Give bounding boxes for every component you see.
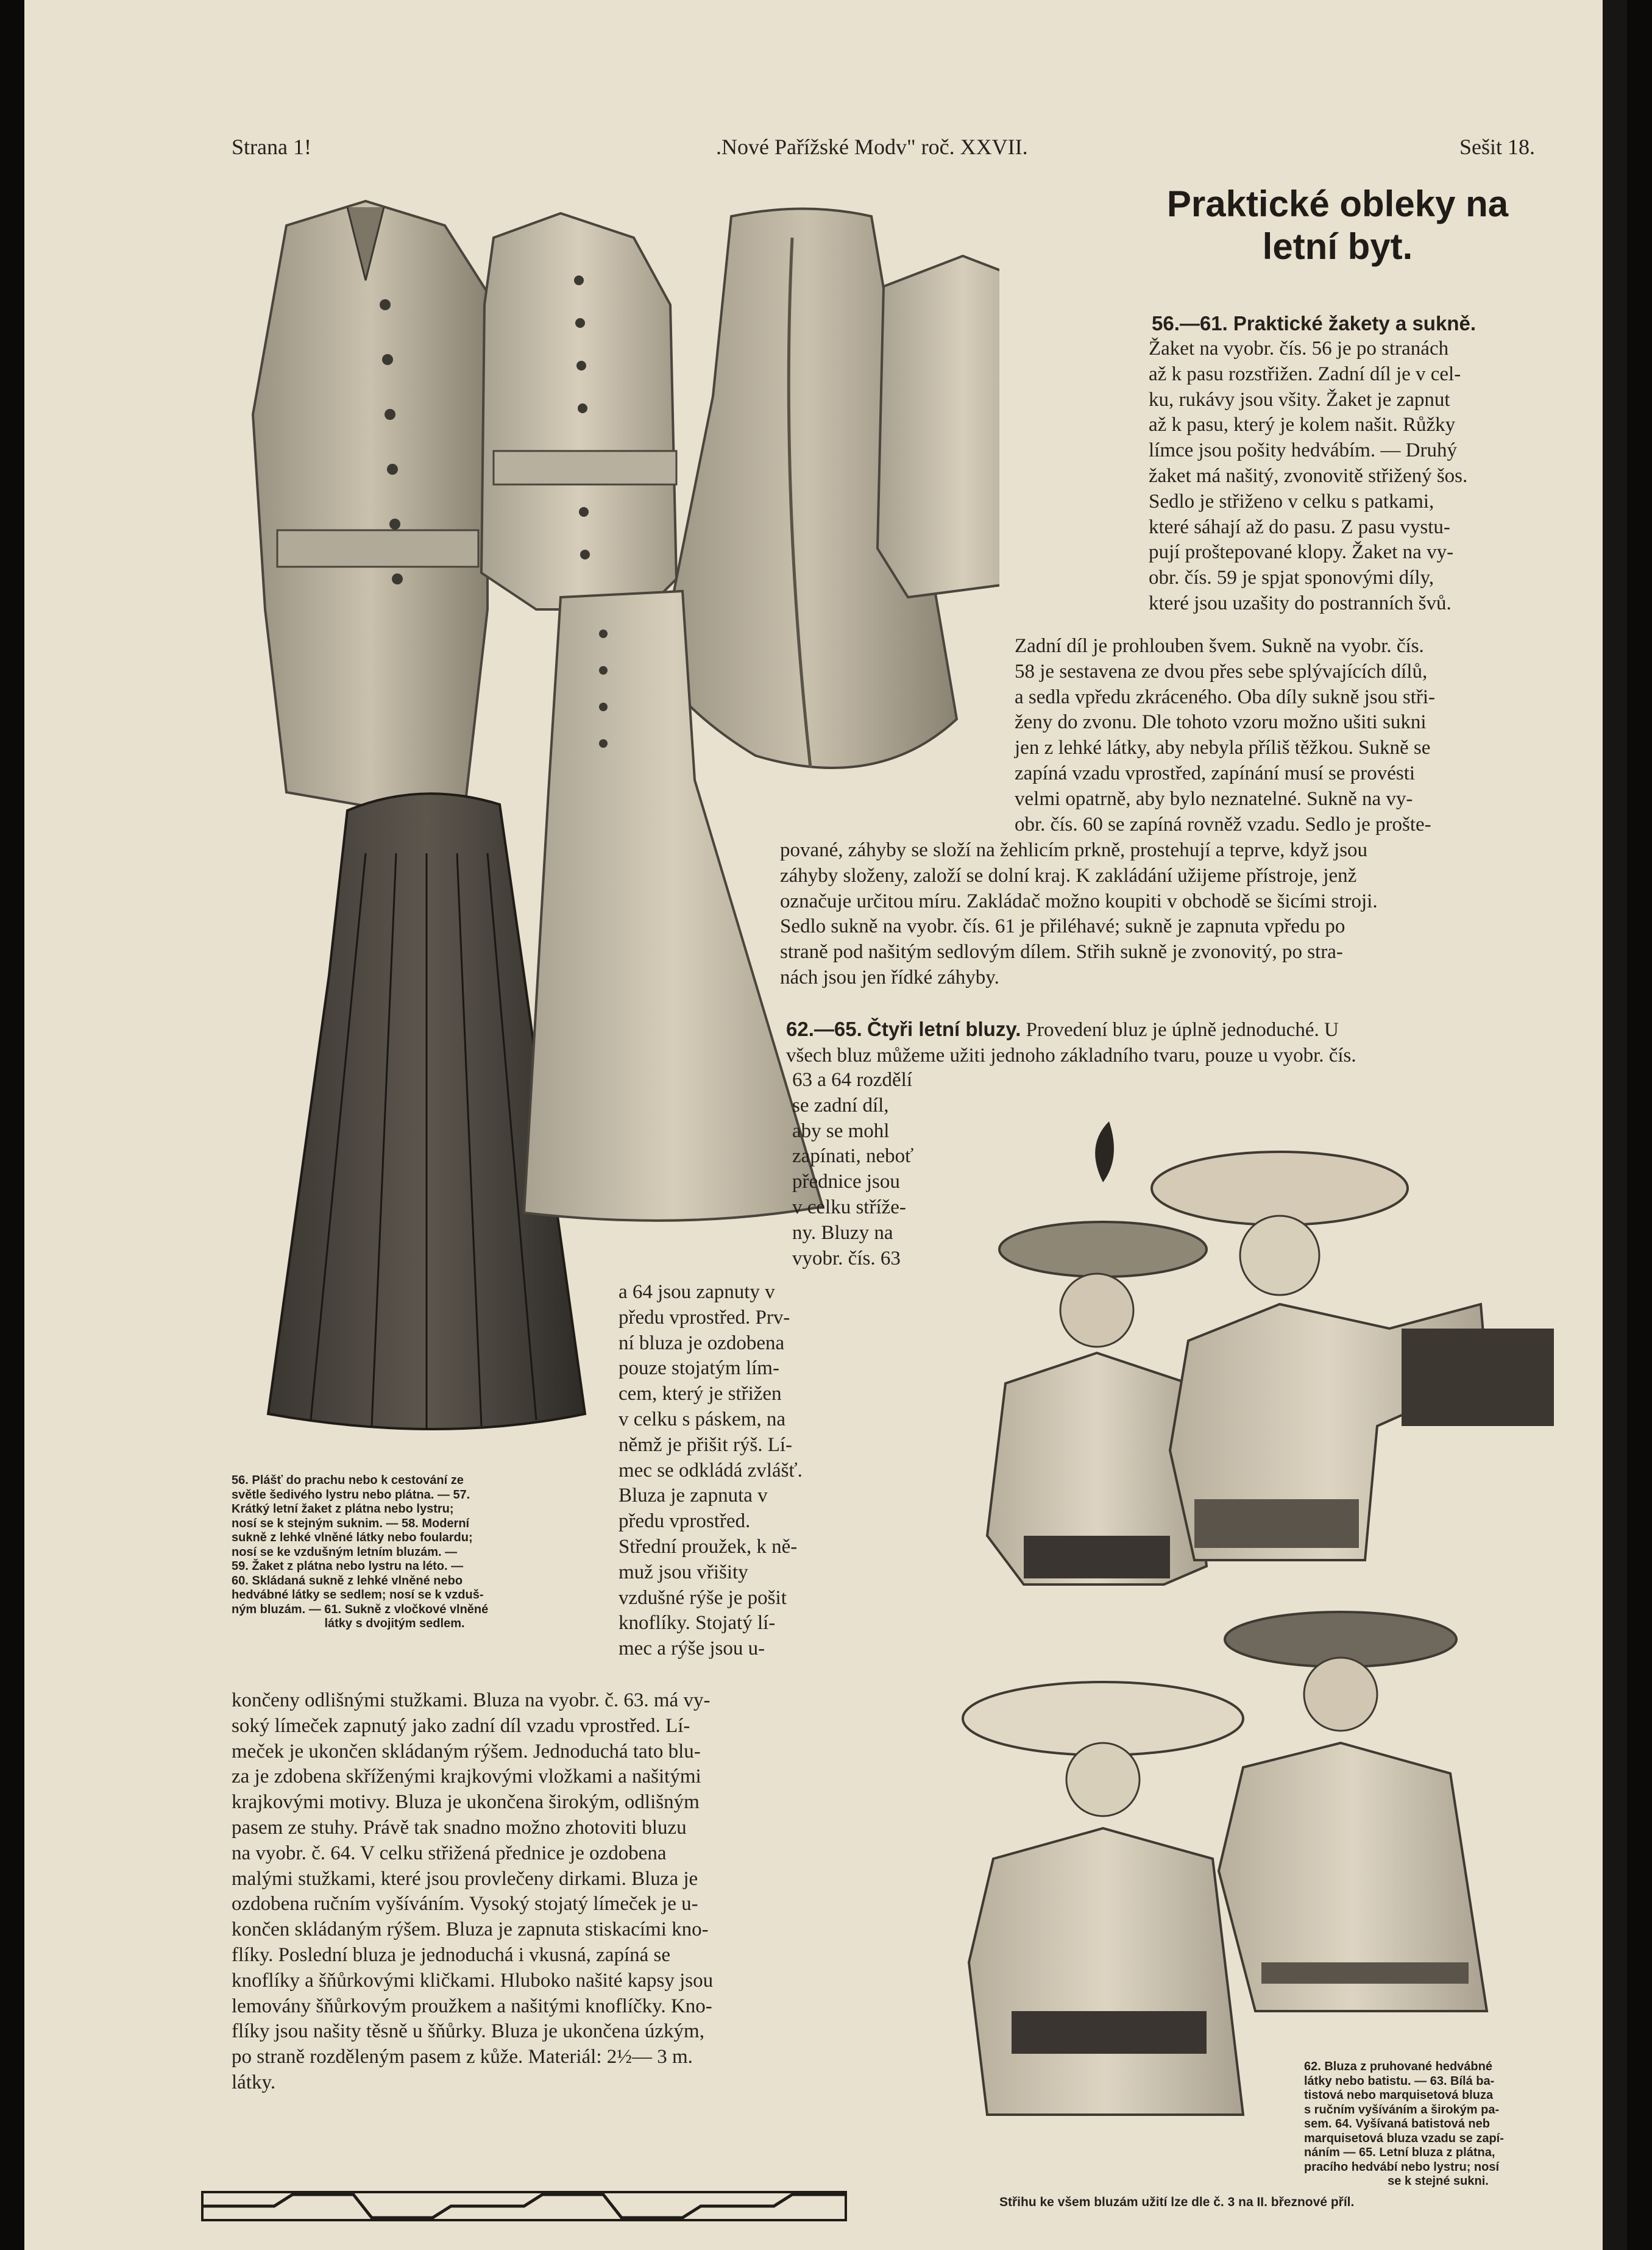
text-line: až k pasu rozstřižen. Zadní díl je v cel- (1149, 363, 1461, 385)
caption-left (232, 1474, 558, 1631)
text-line: se zadní díl, (792, 1094, 889, 1116)
text-line: v celku s páskem, na (619, 1408, 786, 1430)
caption-line: 59. Žaket z plátna nebo lystru na léto. — (232, 1560, 464, 1573)
text-line: končeny odlišnými stužkami. Bluza na vyobr. č. 63. má vy- (232, 1689, 711, 1711)
text-line: meček je ukončen skládaným rýšem. Jednoduchá tato blu- (232, 1740, 701, 1762)
text-line: muž jsou vřišity (619, 1561, 748, 1583)
section1-heading: 56.—61. Praktické žakety a sukně. (1152, 312, 1476, 335)
text-line: a 64 jsou zapnuty v (619, 1281, 775, 1303)
text-line: na vyobr. č. 64. V celku střižená přednice je ozdobena (232, 1842, 667, 1864)
text-line: žaket má našitý, zvonovitě střižený šos. (1149, 464, 1468, 487)
ornament-drawing (201, 2191, 847, 2221)
text-line: 58 je sestavena ze dvou přes sebe splývajících dílů, (1015, 660, 1428, 683)
text-line: Žaket na vyobr. čís. 56 je po stranách (1149, 338, 1449, 360)
text-line: krajkovými motivy. Bluza je ukončena širokým, odlišným (232, 1791, 700, 1814)
text-line: obr. čís. 59 je spjat sponovými díly, (1149, 567, 1434, 589)
caption-line: látky s dvojitým sedlem. (324, 1617, 465, 1630)
text-line: pují proštepované klopy. Žaket na vy- (1149, 541, 1454, 564)
text-line: flíky jsou našity těsně u šňůrky. Bluza je ukončena úzkým, (232, 2020, 704, 2043)
text-line: nách jsou jen řídké záhyby. (780, 966, 999, 988)
text-line: jen z lehké látky, aby nebyla příliš těžkou. Sukně se (1015, 737, 1431, 759)
text-line: které sáhají až do pasu. Z pasu vystu- (1149, 516, 1450, 538)
text-line: zapínati, neboť (792, 1145, 914, 1168)
text-line: předu vprostřed. (619, 1510, 751, 1533)
section2-heading-title: Čtyři letní bluzy. (867, 1018, 1021, 1040)
caption-line: nosí se ke vzdušným letním bluzám. — (232, 1545, 458, 1559)
text-line: látky. (232, 2071, 276, 2093)
caption-line: marquisetová bluza vzadu se zapí- (1304, 2131, 1504, 2145)
text-line: knoflíky. Stojatý lí- (619, 1612, 776, 1634)
section1-mid-col (1015, 634, 1572, 837)
text-line: straně pod našitým sedlovým dílem. Střih sukně je zvonovitý, po stra- (780, 941, 1343, 964)
text-line: němž je přišit rýš. Lí- (619, 1433, 793, 1456)
running-title: .Nové Pařížské Modv" roč. XXVII. (716, 135, 1028, 159)
caption-line: látky nebo batistu. — 63. Bílá ba- (1304, 2074, 1495, 2088)
text-line: po straně rozděleným pasem z kůže. Materiál: 2½— 3 m. (232, 2046, 693, 2068)
text-line: zapíná vzadu vprostřed, zapínání musí se provésti (1015, 762, 1416, 784)
text-line: za je zdobena skříženými krajkovými vložkami a našitými (232, 1766, 701, 1788)
title-line-1: Praktické obleky na (1166, 183, 1509, 224)
text-line: malými stužkami, které jsou provlečeny dirkami. Bluza je (232, 1867, 698, 1890)
text-line: ozdobena ručním vyšíváním. Vysoký stojatý límeček je u- (232, 1893, 698, 1915)
blouses-illustration (902, 1109, 1572, 2145)
caption-line: se k stejné sukni. (1388, 2174, 1489, 2188)
ornamental-border (201, 2191, 847, 2221)
magazine-page (24, 0, 1627, 2250)
text-line: vyobr. čís. 63 (792, 1247, 901, 1269)
caption-line: 60. Skládaná sukně z lehké vlněné nebo (232, 1574, 463, 1588)
text-line: lemovány šňůrkovým proužkem a našitými knoflíčky. Kno- (232, 1995, 712, 2017)
caption-line: 62. Bluza z pruhované hedvábné (1304, 2060, 1492, 2073)
text-line: Sedlo je střiženo v celku s patkami, (1149, 490, 1434, 513)
text-line: obr. čís. 60 se zapíná rovněž vzadu. Sedlo je prošte- (1015, 813, 1431, 836)
article-title (1115, 183, 1560, 268)
text-line: ní bluza je ozdobena (619, 1332, 785, 1354)
caption-right (1304, 2060, 1572, 2189)
text-line: flíky. Poslední bluza je jednoduchá i vkusná, zapíná se (232, 1943, 671, 1966)
caption-line: nosí se k stejným suknim. — 58. Moderní (232, 1516, 470, 1530)
text-line: Sedlo sukně na vyobr. čís. 61 je přiléhavé; sukně je zapnuta vpředu po (780, 915, 1345, 938)
text-line: aby se mohl (792, 1120, 890, 1142)
text-line: Střední proužek, k ně- (619, 1535, 798, 1558)
page-edge (1603, 0, 1627, 2250)
section2-heading-line (786, 1017, 1572, 1043)
text-line: ku, rukávy jsou všity. Žaket je zapnut (1149, 388, 1450, 411)
text-line: pasem ze stuhy. Právě tak snadno možno zhotoviti bluzu (232, 1816, 687, 1839)
title-line-2: letní byt. (1262, 226, 1413, 267)
text-line: které jsou uzašity do postranních švů. (1149, 592, 1452, 614)
caption-line: hedvábné látky se sedlem; nosí se k vzduš- (232, 1588, 484, 1602)
text-line: 63 a 64 rozdělí (792, 1069, 913, 1091)
caption-line: ným bluzám. — 61. Sukně z vločkové vlněné (232, 1602, 489, 1616)
section2-bottom-col (232, 1688, 859, 2096)
caption-line: náním — 65. Letní bluza z plátna, (1304, 2146, 1495, 2159)
text-line: končen skládaným rýšem. Bluza je zapnuta stiskacími kno- (232, 1918, 709, 1941)
text-line: všech bluz můžeme užiti jednoho základního tvaru, pouze u vyobr. čís. (786, 1044, 1356, 1066)
text-line: knoflíky a šňůrkovými kličkami. Hluboko našité kapsy jsou (232, 1969, 714, 1992)
section1-wide-col (780, 838, 1572, 991)
text-line: mec se odkládá zvlášť. (619, 1459, 803, 1482)
section1-heading-line (1152, 311, 1572, 338)
blouses-drawing (902, 1109, 1572, 2145)
page-number: Strana 1! (232, 135, 311, 159)
text-line: a sedla vpředu zkráceného. Oba díly sukně jsou stři- (1015, 686, 1436, 708)
section2-intro (786, 1017, 1572, 1069)
caption-line: sem. 64. Vyšívaná batistová neb (1304, 2117, 1490, 2131)
caption-line: pracího hedvábí nebo lystru; nosí (1304, 2160, 1500, 2174)
text-line: až k pasu, který je kolem našit. Růžky (1149, 414, 1456, 436)
caption-line: s ručním vyšíváním a širokým pa- (1304, 2103, 1500, 2117)
text-line: v celku stříže- (792, 1196, 906, 1218)
text-line: vzdušné rýše je pošit (619, 1586, 787, 1609)
caption-line: sukně z lehké vlněné látky nebo foulardu; (232, 1531, 473, 1544)
text-line: cem, který je střižen (619, 1383, 782, 1405)
text-line: ženy do zvonu. Dle tohoto vzoru možno ušiti sukni (1015, 711, 1427, 734)
text-line: límce jsou pošity hedvábím. — Druhý (1149, 439, 1457, 462)
footer-note: Střihu ke všem bluzám užití lze dle č. 3 na II. březnové příl. (999, 2195, 1355, 2209)
text-line: velmi opatrně, aby bylo neznatelné. Sukně na vy- (1015, 787, 1413, 810)
section1-narrow-col (1149, 336, 1572, 617)
text-line: předu vprostřed. Prv- (619, 1306, 790, 1329)
issue-number: Sešit 18. (1459, 135, 1536, 159)
caption-line: světle šedivého lystru nebo plátna. — 57. (232, 1488, 470, 1502)
text-line: Zadní díl je prohlouben švem. Sukně na vyobr. čís. (1015, 635, 1424, 657)
text-line: Bluza je zapnuta v (619, 1485, 768, 1507)
text-line: záhyby složeny, založí se dolní kraj. K zakládání užijeme přístroje, jenž (780, 864, 1357, 887)
caption-line: Krátký letní žaket z plátna nebo lystru; (232, 1502, 454, 1516)
text-line: přednice jsou (792, 1171, 900, 1193)
text-line: označuje určitou míru. Zakládač možno koupiti v obchodě se šicími stroji. (780, 890, 1378, 912)
section2-col (619, 1280, 859, 1662)
text-line: pované, záhyby se složí na žehlicím prkně, prostehují a teprve, když jsou (780, 839, 1368, 861)
text-line: Provedení bluz je úplně jednoduché. U (1026, 1019, 1339, 1041)
text-line: mec a rýše jsou u- (619, 1638, 765, 1660)
caption-line: tistová nebo marquisetová bluza (1304, 2089, 1494, 2102)
caption-line: 56. Plášť do prachu nebo k cestování ze (232, 1474, 464, 1487)
text-line: ny. Bluzy na (792, 1221, 893, 1244)
text-line: soký límeček zapnutý jako zadní díl vzadu vprostřed. Lí- (232, 1714, 690, 1737)
section2-heading-num: 62.—65. (786, 1018, 862, 1040)
text-line: pouze stojatým lím- (619, 1357, 779, 1380)
